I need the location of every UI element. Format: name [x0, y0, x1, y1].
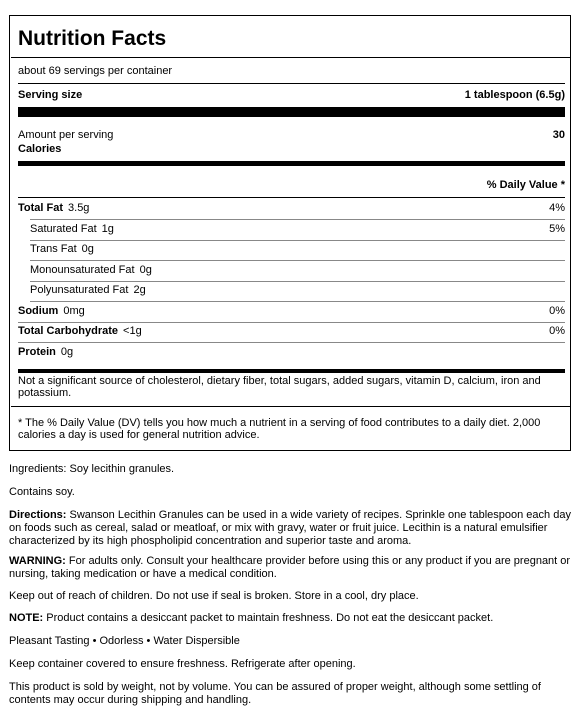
- title-divider: [11, 57, 570, 58]
- nutrient-amount: 0g: [60, 345, 74, 358]
- thick-divider: [18, 107, 565, 117]
- note-label: NOTE:: [9, 612, 44, 624]
- nutrient-amount: <1g: [123, 325, 142, 337]
- warning: [9, 555, 576, 581]
- nutrient-name: Total Fat: [18, 202, 64, 214]
- divider: [18, 83, 565, 84]
- nutrient-daily-value: 5%: [549, 222, 565, 235]
- not-significant-note: Not a significant source of cholesterol, dietary fiber, total sugars, added sugars, vitamin D, calcium, iron and potassium.: [18, 375, 541, 399]
- storage-instructions: Keep out of reach of children. Do not use if seal is broken. Store in a cool, dry place.: [9, 590, 419, 602]
- nutrient-amount: 0g: [139, 263, 152, 276]
- serving-size-value: 1 tablespoon (6.5g): [464, 89, 565, 101]
- nutrient-name: Total Carbohydrate: [18, 325, 119, 337]
- note-text: Product contains a desiccant packet to maintain freshness. Do not eat the desiccant packet.: [43, 612, 494, 624]
- daily-value-header: % Daily Value *: [486, 179, 565, 191]
- nutrient-amount: 0mg: [63, 304, 85, 317]
- nutrient-row: [18, 283, 565, 298]
- nutrient-name: Trans Fat: [30, 243, 77, 255]
- nutrient-amount: 3.5g: [68, 202, 90, 214]
- nutrient-row: [18, 304, 565, 319]
- medium-divider: [18, 369, 565, 373]
- nutrient-divider: [30, 219, 565, 220]
- panel-title: Nutrition Facts: [18, 27, 167, 50]
- nutrient-row: [18, 222, 565, 237]
- directions: [9, 509, 576, 548]
- nutrient-name: Sodium: [18, 304, 59, 317]
- nutrient-row: [18, 201, 565, 216]
- nutrient-divider: [30, 301, 565, 302]
- nutrient-label: [30, 222, 114, 237]
- warning-label: WARNING:: [9, 555, 66, 567]
- nutrient-row: [18, 263, 565, 278]
- nutrient-label: [18, 345, 73, 360]
- ingredients: Ingredients: Soy lecithin granules.: [9, 463, 175, 475]
- weight-disclaimer: This product is sold by weight, not by volume. You can be assured of proper weight, although some settling of contents may occur during shipping and handling.: [9, 681, 541, 706]
- nutrient-daily-value: 0%: [549, 325, 565, 337]
- nutrient-label: [18, 304, 85, 319]
- serving-size-row: [18, 88, 565, 102]
- amount-per-serving: [18, 128, 565, 142]
- nutrient-amount: 2g: [133, 284, 146, 296]
- nutrient-divider: [18, 342, 565, 343]
- daily-value-header-row: [18, 178, 565, 192]
- calories-value: 30: [552, 129, 565, 141]
- nutrient-daily-value: 4%: [549, 202, 565, 214]
- servings-per-container: about 69 servings per container: [18, 65, 173, 77]
- divider: [18, 197, 565, 198]
- nutrient-label: [30, 263, 152, 278]
- nutrient-label: [18, 201, 89, 216]
- nutrient-amount: 0g: [81, 243, 94, 255]
- directions-text: Swanson Lecithin Granules can be used in a wide variety of recipes. Sprinkle one tablespoon each day on foods such as cereal, salad or meatloaf, or mix with gravy, water or fruit juice. Lecithin is a natural emulsifier characterized by its high phospholipid concentration and superior taste and aroma.: [9, 509, 571, 547]
- amount-per-serving-label: Amount per serving: [18, 129, 114, 141]
- nutrition-facts-panel: [9, 15, 571, 451]
- nutrient-divider: [30, 281, 565, 282]
- directions-label: Directions:: [9, 509, 67, 521]
- product-features: Pleasant Tasting • Odorless • Water Dispersible: [9, 635, 240, 647]
- nutrient-name: Protein: [18, 345, 56, 358]
- warning-text: For adults only. Consult your healthcare provider before using this or any product if you are pregnant or nursing, taking medication or have a medical condition.: [9, 555, 571, 580]
- medium-divider: [18, 161, 565, 166]
- nutrient-label: [30, 283, 146, 298]
- nutrient-row: [18, 345, 565, 360]
- note: [9, 612, 576, 625]
- nutrient-divider: [30, 260, 565, 261]
- serving-size-label: Serving size: [18, 89, 83, 101]
- nutrient-row: [18, 242, 565, 257]
- allergen-statement: Contains soy.: [9, 486, 75, 498]
- footnote-divider: [11, 406, 570, 407]
- calories-label: Calories: [18, 143, 62, 155]
- nutrient-name: Saturated Fat: [30, 222, 97, 235]
- nutrient-name: Monounsaturated Fat: [30, 263, 135, 276]
- nutrient-label: [30, 242, 94, 257]
- refrigeration-note: Keep container covered to ensure freshness. Refrigerate after opening.: [9, 658, 356, 670]
- nutrient-divider: [18, 322, 565, 323]
- nutrient-daily-value: 0%: [549, 304, 565, 317]
- nutrient-name: Polyunsaturated Fat: [30, 284, 129, 296]
- nutrient-divider: [30, 240, 565, 241]
- nutrient-row: [18, 324, 565, 339]
- daily-value-footnote: * The % Daily Value (DV) tells you how much a nutrient in a serving of food contributes to a daily diet. 2,000 calories a day is used for general nutrition advice.: [18, 417, 541, 441]
- nutrient-amount: 1g: [101, 222, 114, 235]
- nutrient-label: [18, 324, 142, 339]
